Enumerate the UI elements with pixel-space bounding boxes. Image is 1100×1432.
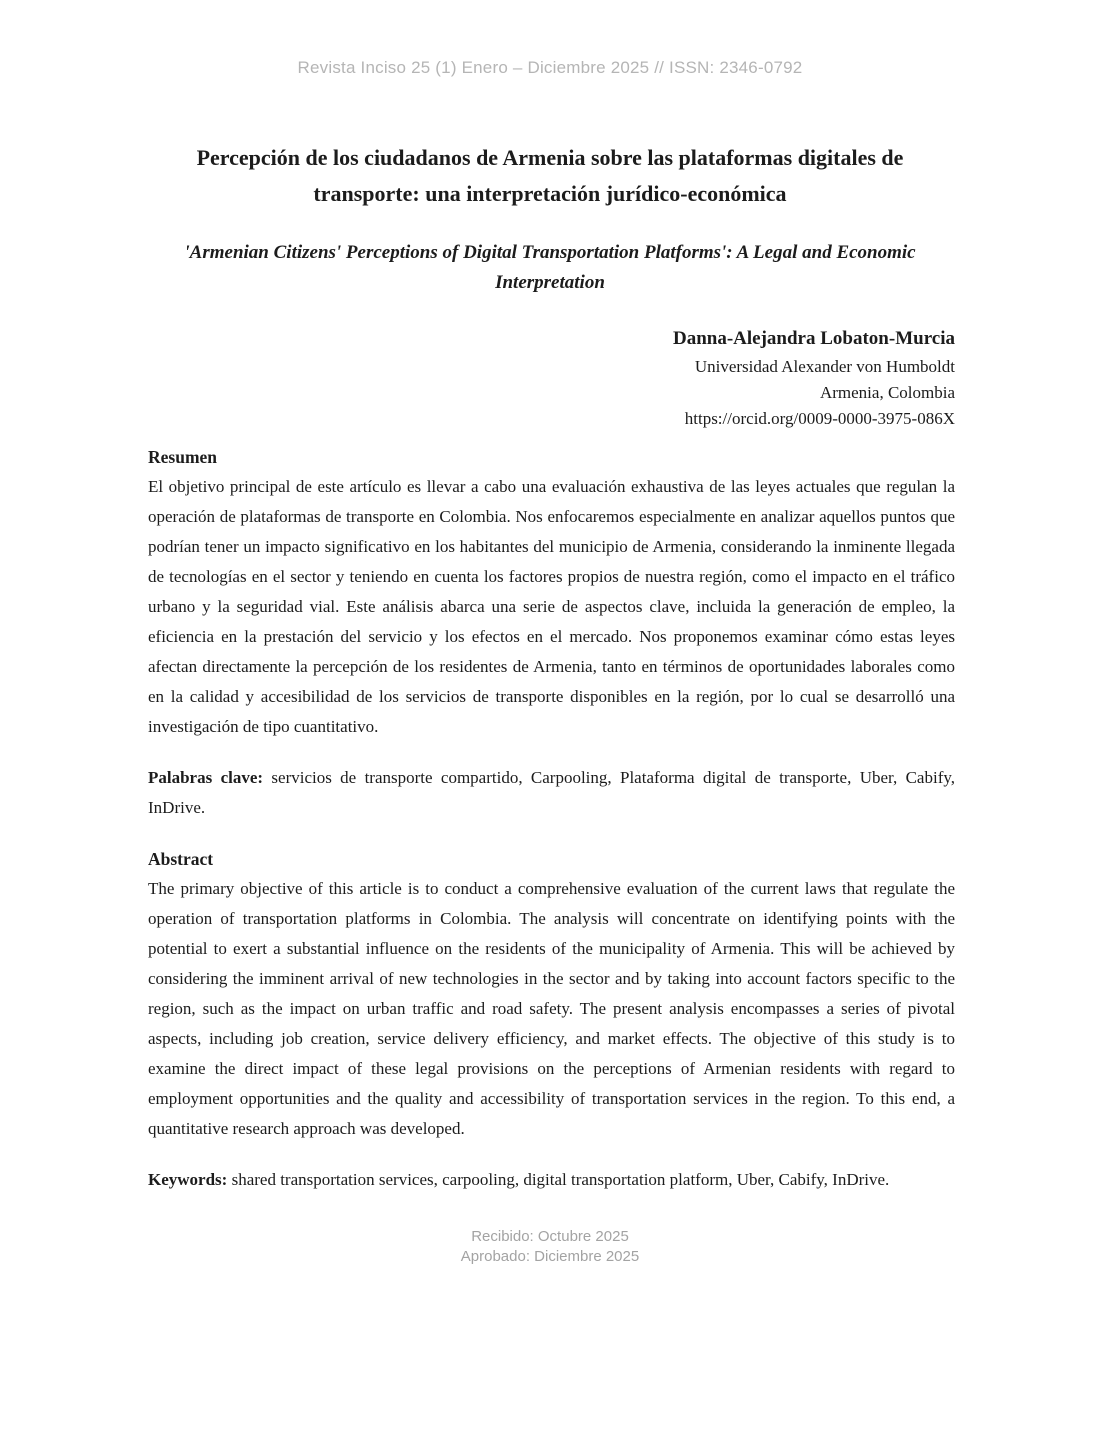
palabras-clave-label: Palabras clave: xyxy=(148,768,264,787)
abstract-heading: Abstract xyxy=(148,849,214,869)
journal-header: Revista Inciso 25 (1) Enero – Diciembre 2025 // ISSN: 2346-0792 xyxy=(297,58,803,77)
paper-title-english: 'Armenian Citizens' Perceptions of Digital Transportation Platforms': A Legal and Economic Interpretation xyxy=(184,242,916,293)
author-location: Armenia, Colombia xyxy=(819,383,955,402)
aprobado-date: Aprobado: Diciembre 2025 xyxy=(460,1248,640,1265)
recibido-date: Recibido: Octubre 2025 xyxy=(471,1228,629,1245)
author-name: Danna-Alejandra Lobaton-Murcia xyxy=(672,328,955,349)
keywords-paragraph xyxy=(148,1165,955,1195)
author-block xyxy=(148,324,955,432)
paper-body xyxy=(148,442,955,1195)
abstract-paragraph: The primary objective of this article is to conduct a comprehensive evaluation of the current laws that regulate the operation of transportation platforms in Colombia. The analysis will concentrate on identifying points with the potential to exert a substantial influence on the residents of the municipality of Armenia. This will be achieved by considering the imminent arrival of new technologies in the sector and by taking into account factors specific to the region, such as the impact on urban traffic and road safety. The present analysis encompasses a series of pivotal aspects, including job creation, service delivery efficiency, and market effects. The objective of this study is to examine the direct impact of these legal provisions on the perceptions of Armenian residents with regard to employment opportunities and the quality and accessibility of transportation services in the region. To this end, a quantitative research approach was developed. xyxy=(148,879,955,1138)
author-affiliation: Universidad Alexander von Humboldt xyxy=(694,357,955,376)
resumen-paragraph: El objetivo principal de este artículo es llevar a cabo una evaluación exhaustiva de las leyes actuales que regulan la operación de plataformas de transporte en Colombia. Nos enfocaremos especialmente en analizar aquellos puntos que podrían tener un impacto significativo en los habitantes del municipio de Armenia, considerando la inminente llegada de tecnologías en el sector y teniendo en cuenta los factores propios de nuestra región, como el impacto en el tráfico urbano y la seguridad vial. Este análisis abarca una serie de aspectos clave, incluida la generación de empleo, la eficiencia en la prestación del servicio y los efectos en el mercado. Nos proponemos examinar cómo estas leyes afectan directamente la percepción de los residentes de Armenia, tanto en términos de oportunidades laborales como en la calidad y accesibilidad de los servicios de transporte disponibles en la región, por lo cual se desarrolló una investigación de tipo cuantitativo. xyxy=(148,477,955,736)
orcid-link[interactable]: https://orcid.org/0009-0000-3975-086X xyxy=(684,409,955,428)
keywords-text: shared transportation services, carpooling, digital transportation platform, Uber, Cabify, InDrive. xyxy=(231,1170,890,1189)
palabras-clave-paragraph xyxy=(148,763,955,823)
submission-dates xyxy=(0,1227,1100,1267)
paper-title-spanish: Percepción de los ciudadanos de Armenia sobre las plataformas digitales de transporte: una interpretación jurídico-económica xyxy=(196,145,904,206)
keywords-label: Keywords: xyxy=(148,1170,228,1189)
resumen-heading: Resumen xyxy=(148,447,218,467)
palabras-clave-text: servicios de transporte compartido, Carpooling, Plataforma digital de transporte, Uber, Cabify, InDrive. xyxy=(148,768,956,817)
